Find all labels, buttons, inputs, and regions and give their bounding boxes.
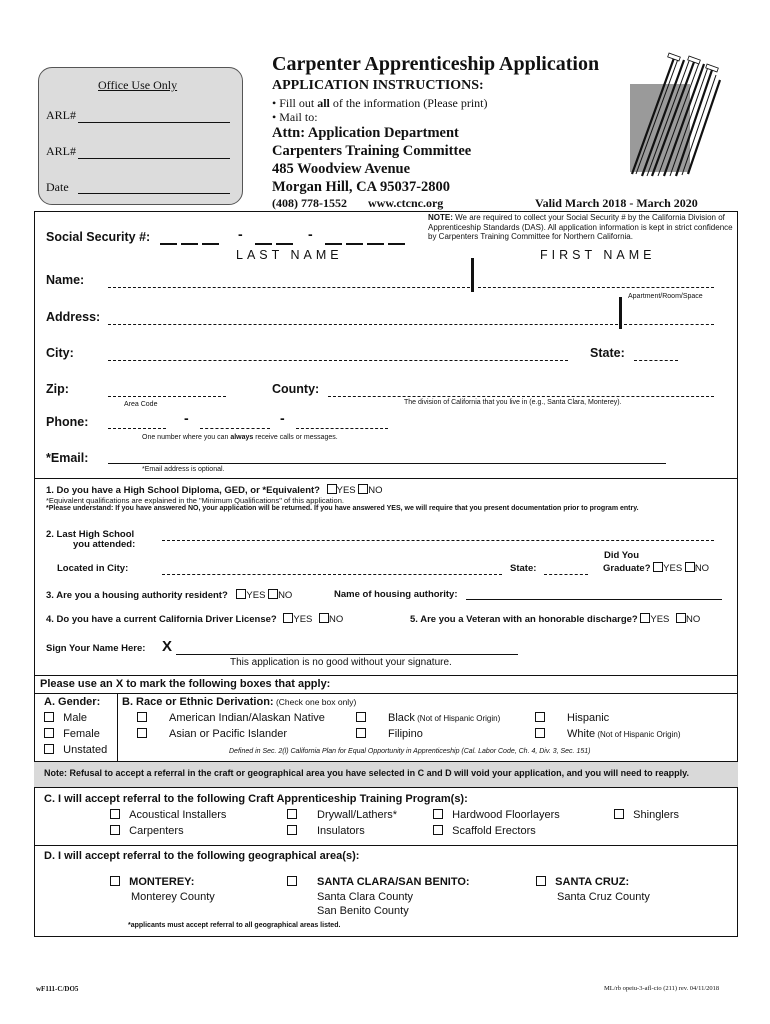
area-santa-clara: SANTA CLARA/SAN BENITO: bbox=[287, 876, 470, 888]
school-city-field[interactable] bbox=[162, 574, 502, 575]
contact-website: www.ctcnc.org bbox=[368, 196, 444, 210]
area-santa-clara-county: Santa Clara County bbox=[317, 891, 413, 903]
q4-yes-checkbox[interactable] bbox=[283, 613, 293, 623]
ssn-note: NOTE: We are required to collect your Social Security # by the California Division of Apprenticeship Standards (DAS). All application information is kept in strict confidence by Carpenters Training Committee for Northern California. bbox=[428, 213, 733, 241]
hispanic-checkbox[interactable] bbox=[535, 712, 545, 722]
gender-female: Female bbox=[44, 728, 100, 740]
q1-note-1: *Equivalent qualifications are explained in the "Minimum Qualifications" of this application. bbox=[46, 496, 344, 505]
ssn-label: Social Security #: bbox=[46, 230, 151, 244]
divider-section-d bbox=[34, 845, 738, 846]
high-school-field[interactable] bbox=[162, 540, 714, 541]
city-field[interactable] bbox=[108, 360, 568, 361]
gender-unstated: Unstated bbox=[44, 744, 107, 756]
area-san-benito-county: San Benito County bbox=[317, 905, 409, 917]
zip-field[interactable] bbox=[108, 396, 226, 397]
program-acoustical: Acoustical Installers bbox=[110, 809, 226, 821]
name-separator bbox=[471, 258, 474, 292]
question-4: 4. Do you have a current California Driver License? YES NO bbox=[46, 614, 344, 625]
area-code-hint: Area Code bbox=[124, 401, 158, 408]
program-hardwood: Hardwood Floorlayers bbox=[433, 809, 560, 821]
arl1-label: ARL# bbox=[46, 108, 76, 122]
date-field[interactable] bbox=[78, 193, 230, 194]
carpenter-tools-logo bbox=[612, 52, 730, 182]
shinglers-checkbox[interactable] bbox=[614, 809, 624, 819]
section-ab-intro: Please use an X to mark the following boxes that apply: bbox=[40, 678, 331, 690]
q3-no-checkbox[interactable] bbox=[268, 589, 278, 599]
zip-label: Zip: bbox=[46, 382, 69, 396]
first-name-field[interactable] bbox=[478, 287, 714, 288]
date-label: Date bbox=[46, 180, 69, 194]
question-3: 3. Are you a housing authority resident? YES NO bbox=[46, 590, 293, 601]
email-field[interactable] bbox=[108, 463, 666, 464]
graduate-yes-checkbox[interactable] bbox=[653, 562, 663, 572]
acoustical-checkbox[interactable] bbox=[110, 809, 120, 819]
section-d-title: D. I will accept referral to the following geographical area(s): bbox=[44, 850, 360, 862]
santa-cruz-checkbox[interactable] bbox=[536, 876, 546, 886]
question-2-line-2: you attended: bbox=[73, 539, 136, 550]
arl1-field[interactable] bbox=[78, 122, 230, 123]
address-line-3: 485 Woodview Avenue bbox=[272, 161, 411, 177]
program-carpenters: Carpenters bbox=[110, 825, 184, 837]
female-checkbox[interactable] bbox=[44, 728, 54, 738]
race-title: B. Race or Ethnic Derivation: (Check one box only) bbox=[122, 696, 357, 708]
last-name-heading: LAST NAME bbox=[236, 248, 343, 262]
race-filipino: Filipino bbox=[356, 728, 423, 740]
valid-dates: Valid March 2018 - March 2020 bbox=[535, 196, 698, 210]
q4-no-checkbox[interactable] bbox=[319, 613, 329, 623]
filipino-checkbox[interactable] bbox=[356, 728, 366, 738]
hardwood-checkbox[interactable] bbox=[433, 809, 443, 819]
housing-name-field[interactable] bbox=[466, 599, 722, 600]
address-line-4: Morgan Hill, CA 95037-2800 bbox=[272, 179, 451, 195]
apartment-hint: Apartment/Room/Space bbox=[628, 293, 703, 300]
white-checkbox[interactable] bbox=[535, 728, 545, 738]
male-checkbox[interactable] bbox=[44, 712, 54, 722]
drywall-checkbox[interactable] bbox=[287, 809, 297, 819]
sign-label: Sign Your Name Here: bbox=[46, 643, 146, 654]
apartment-separator bbox=[619, 297, 622, 329]
refusal-note: Note: Refusal to accept a referral in the craft or geographical area you have selected in C and D will void your application, and you will need to reapply. bbox=[44, 768, 689, 778]
graduate-question: Graduate? YES NO bbox=[603, 563, 710, 574]
area-monterey: MONTEREY: bbox=[110, 876, 194, 888]
question-5: 5. Are you a Veteran with an honorable discharge? YES NO bbox=[410, 614, 701, 625]
state-label: State: bbox=[590, 346, 625, 360]
county-label: County: bbox=[272, 382, 320, 396]
name-label: Name: bbox=[46, 273, 85, 287]
city-label: City: bbox=[46, 346, 74, 360]
question-1: 1. Do you have a High School Diploma, GED, or *Equivalent? YES NO bbox=[46, 485, 383, 496]
race-black: Black (Not of Hispanic Origin) bbox=[356, 712, 500, 724]
q5-no-checkbox[interactable] bbox=[676, 613, 686, 623]
first-name-heading: FIRST NAME bbox=[540, 248, 656, 262]
county-hint: The division of California that you live in (e.g., Santa Clara, Monterey). bbox=[404, 399, 622, 406]
divider-section-ab-top bbox=[34, 693, 738, 694]
divider-after-q-block bbox=[34, 675, 738, 676]
school-state-label: State: bbox=[510, 563, 537, 574]
housing-name-label: Name of housing authority: bbox=[334, 589, 458, 600]
race-american-indian: American Indian/Alaskan Native bbox=[137, 712, 325, 724]
arl2-field[interactable] bbox=[78, 158, 230, 159]
asian-checkbox[interactable] bbox=[137, 728, 147, 738]
american-indian-checkbox[interactable] bbox=[137, 712, 147, 722]
q3-yes-checkbox[interactable] bbox=[236, 589, 246, 599]
county-field[interactable] bbox=[328, 396, 714, 397]
race-white: White (Not of Hispanic Origin) bbox=[535, 728, 680, 740]
program-scaffold: Scaffold Erectors bbox=[433, 825, 536, 837]
divider-section-a-b bbox=[117, 693, 118, 761]
black-checkbox[interactable] bbox=[356, 712, 366, 722]
form-title: Carpenter Apprenticeship Application bbox=[272, 53, 600, 75]
q1-note-2: *Please understand: If you have answered NO, your application will be returned. If you have answered YES, we will require that you present documentation prior to program entry. bbox=[46, 505, 639, 512]
did-you-label: Did You bbox=[604, 550, 640, 561]
address-label: Address: bbox=[46, 310, 101, 324]
apartment-field[interactable] bbox=[624, 324, 714, 325]
insulators-checkbox[interactable] bbox=[287, 825, 297, 835]
program-shinglers: Shinglers bbox=[614, 809, 679, 821]
instruction-bullet-1: • Fill out all of the information (Please print) bbox=[272, 96, 488, 110]
program-insulators: Insulators bbox=[287, 825, 365, 837]
scaffold-checkbox[interactable] bbox=[433, 825, 443, 835]
phone-hint: One number where you can always receive calls or messages. bbox=[142, 434, 338, 441]
address-line-2: Carpenters Training Committee bbox=[272, 143, 472, 159]
email-label: *Email: bbox=[46, 451, 89, 465]
footer-form-code: wF111-C/DO5 bbox=[36, 985, 79, 993]
q1-yes-checkbox[interactable] bbox=[327, 484, 337, 494]
signature-note: This application is no good without your signature. bbox=[230, 657, 452, 668]
program-drywall: Drywall/Lathers* bbox=[287, 809, 397, 821]
area-santa-cruz-county: Santa Cruz County bbox=[557, 891, 650, 903]
instruction-bullet-2: • Mail to: bbox=[272, 110, 318, 124]
contact-phone: (408) 778-1552 bbox=[272, 196, 347, 210]
divider-before-questions bbox=[34, 478, 738, 479]
race-hispanic: Hispanic bbox=[535, 712, 609, 724]
section-d-note: *applicants must accept referral to all geographical areas listed. bbox=[128, 922, 341, 929]
gender-male: Male bbox=[44, 712, 87, 724]
state-field[interactable] bbox=[634, 360, 678, 361]
signature-x: X bbox=[162, 638, 173, 655]
area-monterey-county: Monterey County bbox=[131, 891, 215, 903]
address-field[interactable] bbox=[108, 324, 618, 325]
section-c-title: C. I will accept referral to the following Craft Apprenticeship Training Program(s): bbox=[44, 793, 468, 805]
office-use-title: Office Use Only bbox=[98, 78, 178, 92]
question-2-line-1: 2. Last High School bbox=[46, 529, 135, 540]
gender-title: A. Gender: bbox=[44, 696, 101, 708]
q5-yes-checkbox[interactable] bbox=[640, 613, 650, 623]
signature-field[interactable] bbox=[176, 654, 518, 655]
unstated-checkbox[interactable] bbox=[44, 744, 54, 754]
carpenters-checkbox[interactable] bbox=[110, 825, 120, 835]
phone-label: Phone: bbox=[46, 415, 89, 429]
q1-no-checkbox[interactable] bbox=[358, 484, 368, 494]
email-hint: *Email address is optional. bbox=[142, 466, 225, 473]
instructions-title: APPLICATION INSTRUCTIONS: bbox=[272, 78, 484, 93]
address-line-1: Attn: Application Department bbox=[272, 125, 459, 141]
located-in-city-label: Located in City: bbox=[57, 563, 129, 574]
monterey-checkbox[interactable] bbox=[110, 876, 120, 886]
graduate-no-checkbox[interactable] bbox=[685, 562, 695, 572]
arl2-label: ARL# bbox=[46, 144, 76, 158]
area-santa-cruz: SANTA CRUZ: bbox=[536, 876, 629, 888]
school-state-field[interactable] bbox=[544, 574, 588, 575]
race-asian: Asian or Pacific Islander bbox=[137, 728, 287, 740]
santa-clara-checkbox[interactable] bbox=[287, 876, 297, 886]
footer-revision: ML/rb opeiu-3-afl-cio (211) rev. 04/11/2018 bbox=[604, 985, 720, 992]
last-name-field[interactable] bbox=[108, 287, 470, 288]
race-definition-note: Defined in Sec. 2(l) California Plan for Equal Opportunity in Apprenticeship (Cal. Labor Code, Ch. 4, Div. 3, Sec. 151) bbox=[229, 748, 591, 755]
